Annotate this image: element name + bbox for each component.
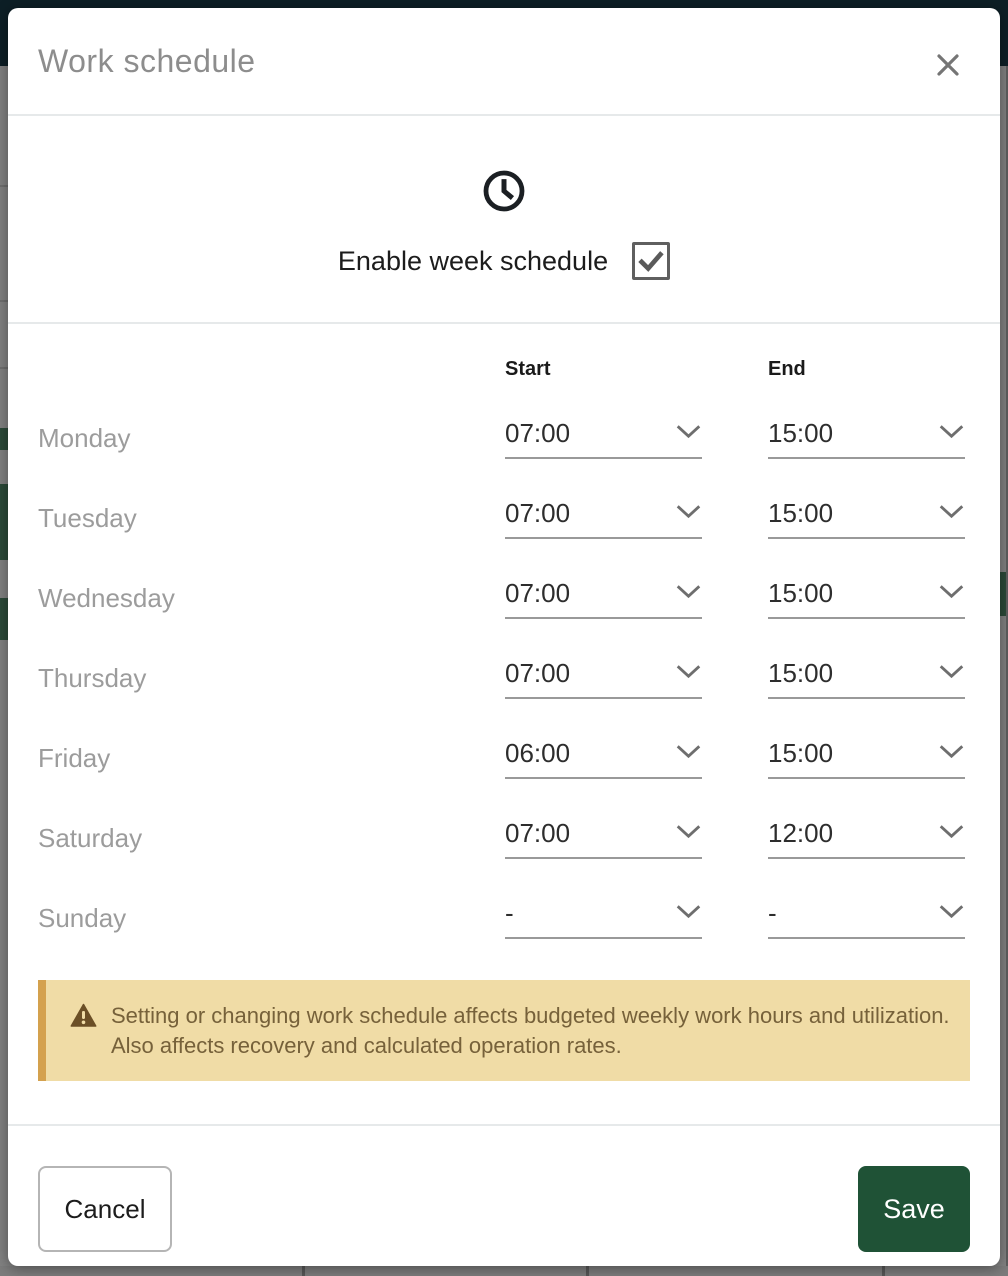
end-time-value: 12:00 bbox=[768, 817, 834, 848]
background-separator bbox=[586, 1266, 589, 1276]
background-table-row bbox=[0, 1266, 1008, 1276]
warning-triangle-icon bbox=[70, 1003, 97, 1033]
end-time-select-monday[interactable] bbox=[768, 418, 965, 459]
chevron-down-icon bbox=[675, 424, 702, 448]
start-time-select-monday[interactable] bbox=[505, 418, 702, 459]
end-time-select-friday[interactable] bbox=[768, 738, 965, 779]
enable-week-schedule-row bbox=[338, 242, 670, 280]
dialog-title: Work schedule bbox=[38, 42, 256, 79]
enable-section bbox=[8, 116, 1000, 324]
warning-message: Setting or changing work schedule affects budgeted weekly work hours and utilization. Also affects recovery and calculated operation rates. bbox=[111, 1003, 950, 1058]
start-time-value: 07:00 bbox=[505, 577, 571, 608]
day-label: Wednesday bbox=[38, 582, 175, 613]
background-separator bbox=[882, 1266, 885, 1276]
background-line bbox=[0, 185, 8, 187]
background-green-patch bbox=[0, 484, 8, 560]
day-label: Friday bbox=[38, 742, 111, 773]
chevron-down-icon bbox=[938, 904, 965, 928]
start-time-value: 07:00 bbox=[505, 417, 571, 448]
end-time-value: 15:00 bbox=[768, 417, 834, 448]
work-schedule-dialog bbox=[8, 8, 1000, 1266]
schedule-table bbox=[8, 324, 1000, 958]
background-line bbox=[0, 300, 8, 302]
warning-banner bbox=[38, 980, 970, 1081]
background-separator bbox=[302, 1266, 305, 1276]
table-row-sunday bbox=[38, 878, 970, 958]
chevron-down-icon bbox=[938, 664, 965, 688]
table-row-saturday bbox=[38, 798, 970, 878]
end-time-value: 15:00 bbox=[768, 657, 834, 688]
table-row-tuesday bbox=[38, 478, 970, 558]
day-label: Saturday bbox=[38, 822, 143, 853]
end-time-select-thursday[interactable] bbox=[768, 658, 965, 699]
background-line bbox=[0, 367, 8, 369]
end-time-value: - bbox=[768, 897, 777, 928]
end-time-select-tuesday[interactable] bbox=[768, 498, 965, 539]
chevron-down-icon bbox=[938, 824, 965, 848]
start-time-select-thursday[interactable] bbox=[505, 658, 702, 699]
table-row-thursday bbox=[38, 638, 970, 718]
start-time-value: 06:00 bbox=[505, 737, 571, 768]
end-time-value: 15:00 bbox=[768, 737, 834, 768]
chevron-down-icon bbox=[675, 904, 702, 928]
start-time-value: 07:00 bbox=[505, 497, 571, 528]
chevron-down-icon bbox=[938, 584, 965, 608]
start-column-header: Start bbox=[505, 357, 551, 380]
clock-icon bbox=[481, 168, 527, 214]
chevron-down-icon bbox=[675, 584, 702, 608]
start-time-value: 07:00 bbox=[505, 817, 571, 848]
start-time-select-sunday[interactable] bbox=[505, 898, 702, 939]
table-row-wednesday bbox=[38, 558, 970, 638]
dialog-header bbox=[8, 8, 1000, 116]
checkmark-icon bbox=[636, 246, 666, 276]
end-column-header: End bbox=[768, 357, 806, 380]
cancel-button[interactable]: Cancel bbox=[38, 1166, 172, 1252]
start-time-select-wednesday[interactable] bbox=[505, 578, 702, 619]
end-time-select-saturday[interactable] bbox=[768, 818, 965, 859]
enable-week-schedule-label: Enable week schedule bbox=[337, 245, 609, 276]
enable-week-schedule-checkbox[interactable] bbox=[632, 242, 670, 280]
schedule-table-header bbox=[38, 352, 970, 386]
start-time-value: 07:00 bbox=[505, 657, 571, 688]
dialog-footer bbox=[8, 1126, 1000, 1252]
chevron-down-icon bbox=[675, 664, 702, 688]
chevron-down-icon bbox=[938, 424, 965, 448]
day-label: Thursday bbox=[38, 662, 147, 693]
day-label: Monday bbox=[38, 422, 131, 453]
end-time-select-sunday[interactable] bbox=[768, 898, 965, 939]
table-row-monday bbox=[38, 398, 970, 478]
chevron-down-icon bbox=[938, 744, 965, 768]
background-green-patch bbox=[0, 598, 8, 640]
end-time-value: 15:00 bbox=[768, 577, 834, 608]
chevron-down-icon bbox=[938, 504, 965, 528]
save-button[interactable]: Save bbox=[858, 1166, 970, 1252]
day-label: Sunday bbox=[38, 902, 127, 933]
end-time-value: 15:00 bbox=[768, 497, 834, 528]
table-row-friday bbox=[38, 718, 970, 798]
close-button[interactable] bbox=[932, 50, 964, 82]
day-label: Tuesday bbox=[38, 502, 137, 533]
chevron-down-icon bbox=[675, 744, 702, 768]
start-time-select-saturday[interactable] bbox=[505, 818, 702, 859]
start-time-select-tuesday[interactable] bbox=[505, 498, 702, 539]
background-green-patch bbox=[0, 428, 8, 450]
start-time-value: - bbox=[505, 897, 514, 928]
start-time-select-friday[interactable] bbox=[505, 738, 702, 779]
chevron-down-icon bbox=[675, 824, 702, 848]
end-time-select-wednesday[interactable] bbox=[768, 578, 965, 619]
close-icon bbox=[934, 51, 962, 82]
chevron-down-icon bbox=[675, 504, 702, 528]
